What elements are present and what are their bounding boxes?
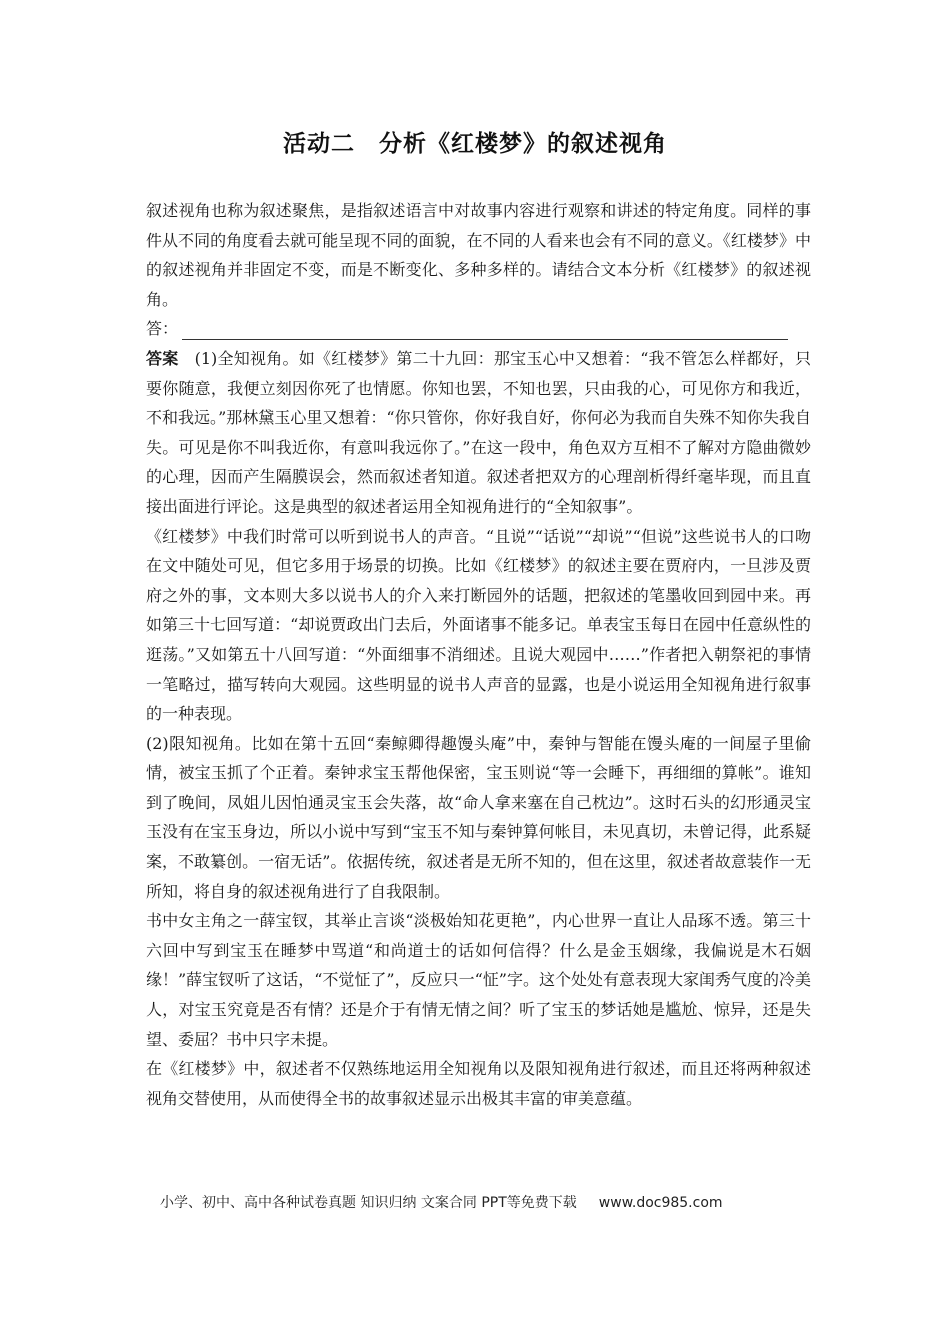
page-title: 活动二 分析《红楼梦》的叙述视角 <box>283 131 667 157</box>
answer-paragraph-4: 书中女主角之一薛宝钗，其举止言谈“淡极始知花更艳”，内心世界一直让人品琢不透。第三十六回中写到宝玉在睡梦中骂道“和尚道士的话如何信得？什么是金玉姻缘，我偏说是木石姻缘！”薛宝钗听了这话，“不觉怔了”，反应只一“怔”字。这个处处有意表现大家闺秀气度的冷美人，对宝玉究竟是否有情？还是介于有情无情之间？听了宝玉的梦话她是尴尬、惊异，还是失望、委屈？书中只字未提。 <box>146 911 811 1049</box>
page-footer <box>160 1192 800 1212</box>
answer-input-line[interactable] <box>182 319 788 340</box>
answer-prefix: 答： <box>146 319 179 339</box>
answer-blank-line <box>146 314 811 344</box>
question-prompt: 叙述视角也称为叙述聚焦，是指叙述语言中对故事内容进行观察和讲述的特定角度。同样的事件从不同的角度看去就可能呈现不同的面貌，在不同的人看来也会有不同的意义。《红楼梦》中的叙述视角并非固定不变，而是不断变化、多种多样的。请结合文本分析《红楼梦》的叙述视角。 <box>146 201 811 309</box>
answer-paragraph-3: (2)限知视角。比如在第十五回“秦鲸卿得趣馒头庵”中，秦钟与智能在馒头庵的一间屋子里偷情，被宝玉抓了个正着。秦钟求宝玉帮他保密，宝玉则说“等一会睡下，再细细的算帐”。谁知到了晚间，凤姐儿因怕通灵宝玉会失落，故“命人拿来塞在自己枕边”。这时石头的幻形通灵宝玉没有在宝玉身边，所以小说中写到“宝玉不知与秦钟算何帐目，未见真切，未曾记得，此系疑案，不敢纂创。一宿无话”。依据传统，叙述者是无所不知的，但在这里，叙述者故意装作一无所知，将自身的叙述视角进行了自我限制。 <box>146 733 811 901</box>
footer-url[interactable]: www.doc985.com <box>598 1195 723 1211</box>
answer-text-1: (1)全知视角。如《红楼梦》第二十九回：那宝玉心中又想着：“我不管怎么样都好，只要你随意，我便立刻因你死了也情愿。你知也罢，不知也罢，只由我的心，可见你方和我近，不和我远。”那林黛玉心里又想着：“你只管你，你好我自好，你何必为我而自失殊不知你失我自失。可见是你不叫我近你，有意叫我远你了。”在这一段中，角色双方互相不了解对方隐曲微妙的心理，因而产生隔膜误会，然而叙述者知道。叙述者把双方的心理剖析得纤毫毕现，而且直接出面进行评论。这是典型的叙述者运用全知视角进行的“全知叙事”。 <box>146 348 811 516</box>
answer-paragraph-5: 在《红楼梦》中，叙述者不仅熟练地运用全知视角以及限知视角进行叙述，而且还将两种叙述视角交替使用，从而使得全书的故事叙述显示出极其丰富的审美意蕴。 <box>146 1059 811 1108</box>
document-body <box>146 196 811 1113</box>
answer-paragraph-2: 《红楼梦》中我们时常可以听到说书人的声音。“且说”“话说”“却说”“但说”这些说书人的口吻在文中随处可见，但它多用于场景的切换。比如《红楼梦》的叙述主要在贾府内，一旦涉及贾府之外的事，文本则大多以说书人的介入来打断园外的话题，把叙述的笔墨收回到园中来。再如第三十七回写道：“却说贾政出门去后，外面诸事不能多记。单表宝玉每日在园中任意纵性的逛荡。”又如第五十八回写道：“外面细事不消细述。且说大观园中……”作者把入朝祭祀的事情一笔略过，描写转向大观园。这些明显的说书人声音的显露，也是小说运用全知视角进行叙事的一种表现。 <box>146 526 811 724</box>
answer-label: 答案 <box>146 348 179 368</box>
footer-text: 小学、初中、高中各种试卷真题 知识归纳 文案合同 PPT等免费下载 <box>160 1195 577 1211</box>
answer-paragraph-1 <box>146 344 811 522</box>
